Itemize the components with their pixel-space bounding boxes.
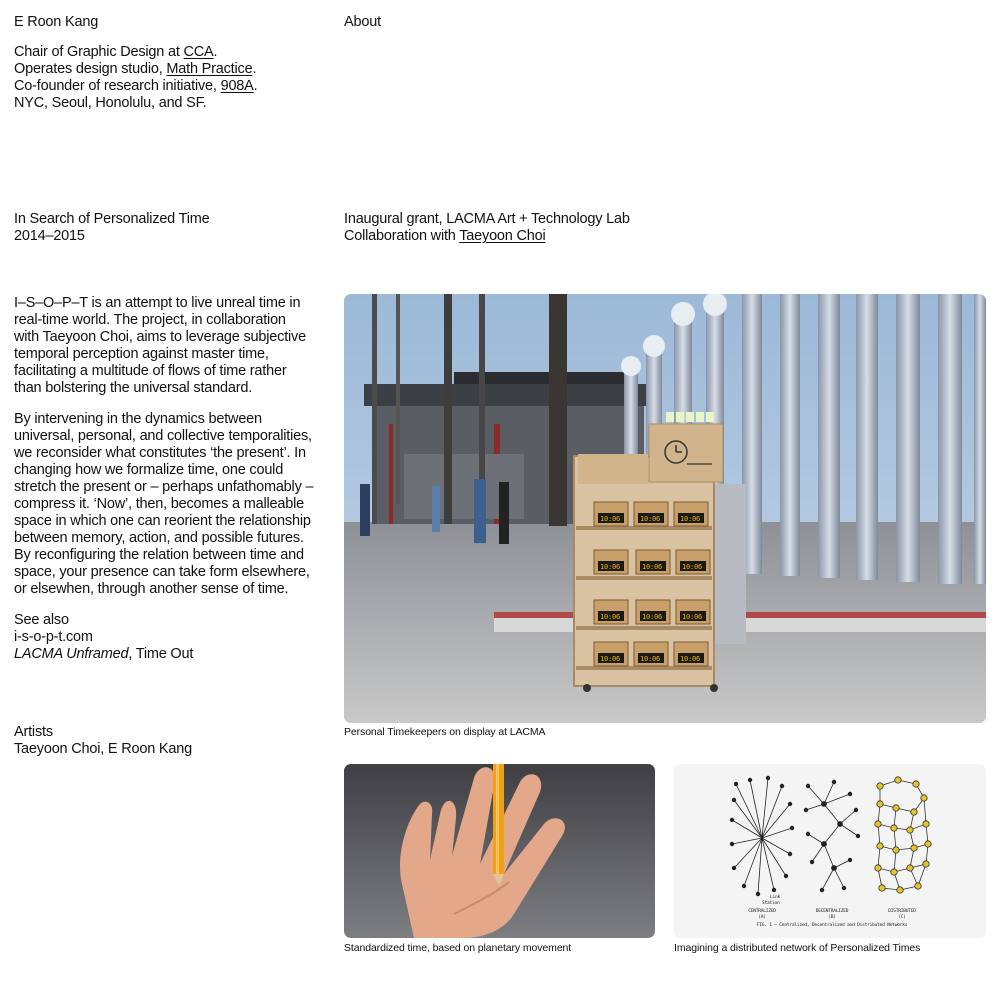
led-display: 10:06	[640, 515, 661, 523]
bio-text: Chair of Graphic Design at	[14, 44, 184, 60]
led-display: 10:06	[682, 613, 703, 621]
bio-text: .	[252, 61, 257, 77]
time-out-link[interactable]: Time Out	[135, 646, 194, 662]
led-display: 10:06	[640, 655, 661, 663]
text-line: universal, personal, and collective temporalities,	[14, 428, 312, 444]
project-grant: Inaugural grant, LACMA Art + Technology Lab	[344, 211, 630, 227]
led-display: 10:06	[680, 515, 701, 523]
decentralized-label: DECENTRALIZED	[815, 909, 849, 914]
hand-photo-illustration	[344, 764, 655, 938]
text-line: we reconsider what constitutes ‘the present’. In	[14, 445, 306, 461]
network-diagram-illustration	[674, 764, 986, 938]
taeyoon-choi-link[interactable]: Taeyoon Choi	[459, 228, 546, 244]
project-title: In Search of Personalized Time	[14, 211, 210, 227]
centralized-sub: (A)	[758, 915, 766, 920]
description-paragraph-2	[14, 411, 334, 598]
text-line: I–S–O–P–T is an attempt to live unreal time in	[14, 295, 301, 311]
lacma-display-photo[interactable]	[344, 294, 986, 723]
bio-line-2	[14, 61, 334, 78]
text-line: than bolstering the universal standard.	[14, 380, 253, 396]
see-also-link-1-line	[14, 629, 334, 646]
lacma-photo-illustration	[344, 294, 986, 723]
bio-line-3	[14, 78, 334, 95]
artists-names: Taeyoon Choi, E Roon Kang	[14, 741, 192, 757]
math-practice-link[interactable]: Math Practice	[166, 61, 253, 77]
decentralized-sub: (B)	[828, 915, 836, 920]
distributed-sub: (C)	[898, 915, 906, 920]
text-line: between memory, action, and possible futures.	[14, 530, 304, 546]
site-name-link[interactable]: E Roon Kang	[14, 14, 99, 30]
see-also-label: See also	[14, 612, 69, 628]
led-display: 10:06	[600, 655, 621, 663]
text-line: space, your presence can take form elsewhere,	[14, 564, 310, 580]
artists	[14, 724, 192, 758]
figure-caption: FIG. 1 — Centralized, Decentralized and Distributed Networks	[756, 923, 908, 928]
hand-pencil-photo[interactable]	[344, 764, 655, 938]
bio-text: .	[253, 78, 258, 94]
bio	[14, 44, 334, 112]
text-line: or elsewhen, through another sense of time.	[14, 581, 289, 597]
see-also-link-2-line	[14, 646, 334, 663]
text-line: By intervening in the dynamics between	[14, 411, 262, 427]
isopt-link[interactable]: i-s-o-p-t.com	[14, 629, 93, 645]
main-photo-caption: Personal Timekeepers on display at LACMA	[344, 726, 546, 738]
text-line: temporal perception against master time,	[14, 346, 269, 362]
link-label: Link	[770, 895, 781, 900]
led-display: 10:06	[642, 563, 663, 571]
led-display: 10:06	[600, 563, 621, 571]
about-label[interactable]: About	[344, 14, 381, 30]
artists-label: Artists	[14, 724, 53, 740]
text-line: real-time world. The project, in collaboration	[14, 312, 286, 328]
hand-photo-caption: Standardized time, based on planetary movement	[344, 942, 572, 954]
led-display: 10:06	[600, 515, 621, 523]
bio-text: .	[213, 44, 218, 60]
bio-line-4: NYC, Seoul, Honolulu, and SF.	[14, 95, 207, 111]
text-line: facilitating a multitude of flows of time rather	[14, 363, 287, 379]
centralized-label: CENTRALIZED	[748, 909, 776, 914]
cca-link[interactable]: CCA	[183, 44, 214, 60]
lacma-unframed-link[interactable]: LACMA Unframed	[14, 646, 129, 662]
text-line: space in which one can reorient the relationship	[14, 513, 311, 529]
project-credits	[344, 211, 630, 245]
see-also	[14, 612, 334, 663]
text-line: with Taeyoon Choi, aims to leverage subjective	[14, 329, 306, 345]
network-diagram-caption: Imagining a distributed network of Personalized Times	[674, 942, 921, 954]
bio-text: Operates design studio,	[14, 61, 167, 77]
project-heading	[14, 211, 210, 245]
led-display: 10:06	[680, 655, 701, 663]
project-years: 2014–2015	[14, 228, 85, 244]
led-display: 10:06	[600, 613, 621, 621]
led-display: 10:06	[682, 563, 703, 571]
project-collab	[344, 228, 630, 245]
908a-link[interactable]: 908A	[220, 78, 254, 94]
text-line: compress it. ‘Now’, then, becomes a malleable	[14, 496, 304, 512]
about-link[interactable]	[344, 14, 381, 31]
project-description	[14, 295, 334, 663]
text-line: By reconfiguring the relation between time and	[14, 547, 304, 563]
distributed-label: DISTRIBUTED	[888, 909, 916, 914]
led-display: 10:06	[642, 613, 663, 621]
station-label: Station	[762, 901, 780, 906]
text-line: stretch the present or – perhaps unfathomably –	[14, 479, 314, 495]
separator: ,	[128, 646, 136, 662]
bio-text: Co-founder of research initiative,	[14, 78, 221, 94]
site-name[interactable]	[14, 14, 98, 31]
bio-line-1	[14, 44, 334, 61]
description-paragraph-1	[14, 295, 334, 397]
network-diagram[interactable]	[674, 764, 986, 938]
collab-text: Collaboration with	[344, 228, 460, 244]
text-line: changing how we formalize time, one could	[14, 462, 284, 478]
